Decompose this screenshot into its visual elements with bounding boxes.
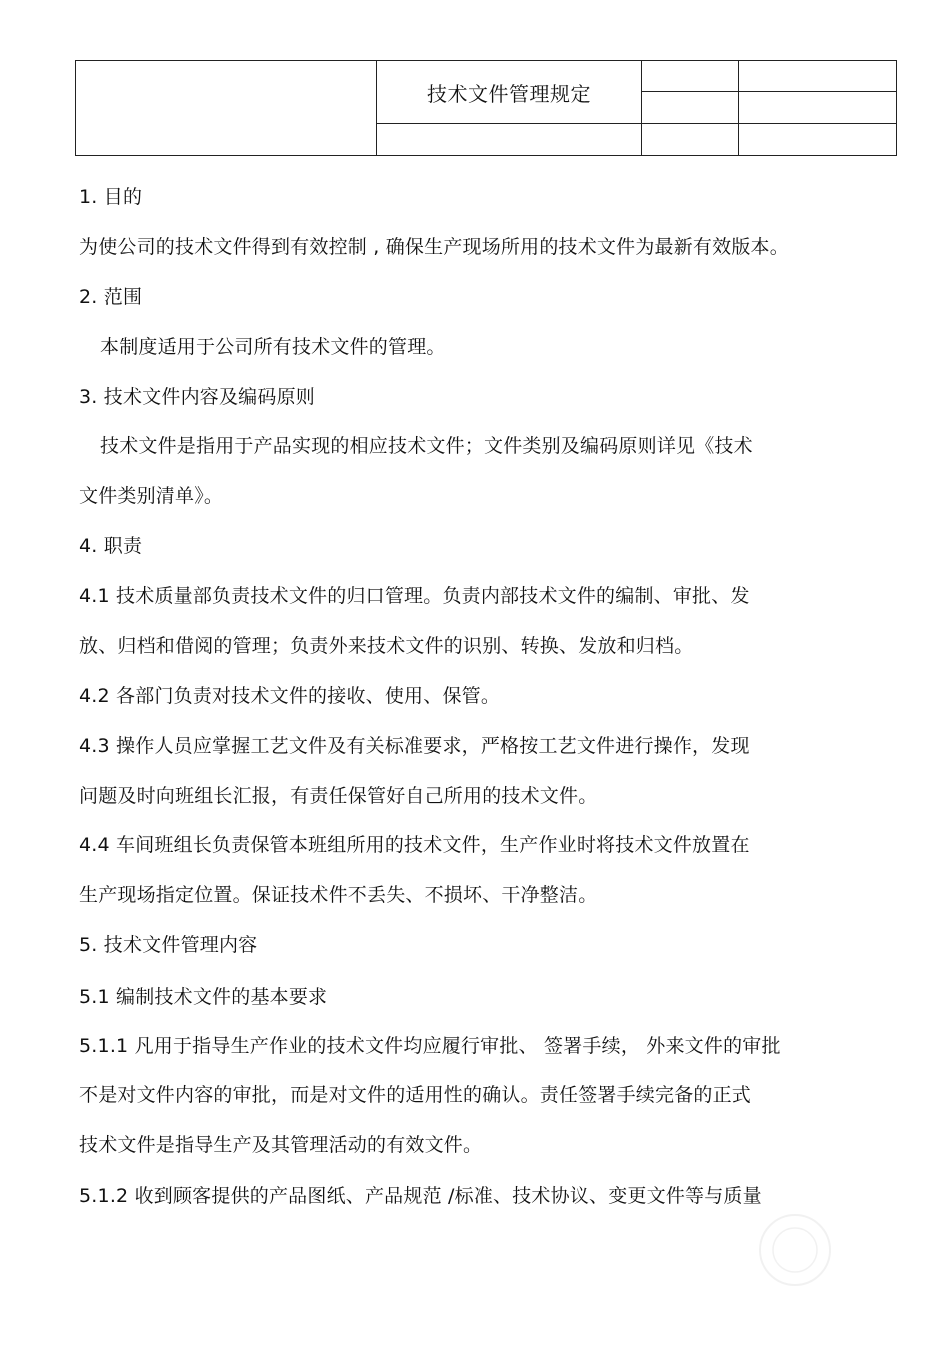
clause-4-4-line-2: 生产现场指定位置。保证技术件不丢失、不损坏、干净整洁。 xyxy=(79,884,598,906)
section-heading-scope: 2. 范围 xyxy=(79,286,143,308)
header-value-cell-2 xyxy=(739,92,897,124)
clause-5-1-2-line-1: 5.1.2 收到顾客提供的产品图纸、产品规范 /标准、技术协议、变更文件等与质量 xyxy=(79,1185,762,1207)
clause-5-1-1-line-1: 5.1.1 凡用于指导生产作业的技术文件均应履行审批、 签署手续， 外来文件的审批 xyxy=(79,1035,781,1057)
section-heading-responsibilities: 4. 职责 xyxy=(79,535,143,557)
section-heading-purpose: 1. 目的 xyxy=(79,186,143,208)
document-title: 技术文件管理规定 xyxy=(377,61,642,124)
header-label-cell-1 xyxy=(642,61,739,92)
paragraph-content-coding-line-1: 技术文件是指用于产品实现的相应技术文件；文件类别及编码原则详见《技术 xyxy=(100,435,753,457)
subsection-heading-5-1: 5.1 编制技术文件的基本要求 xyxy=(79,986,328,1008)
header-value-cell-3 xyxy=(739,124,897,156)
paragraph-scope: 本制度适用于公司所有技术文件的管理。 xyxy=(100,336,446,358)
faint-watermark xyxy=(735,1205,855,1295)
clause-4-1-line-2: 放、归档和借阅的管理；负责外来技术文件的识别、转换、发放和归档。 xyxy=(79,635,694,657)
header-label-cell-2 xyxy=(642,92,739,124)
clause-4-4-line-1: 4.4 车间班组长负责保管本班组所用的技术文件，生产作业时将技术文件放置在 xyxy=(79,834,750,856)
clause-5-1-1-line-2: 不是对文件内容的审批，而是对文件的适用性的确认。责任签署手续完备的正式 xyxy=(79,1084,752,1106)
header-label-cell-3 xyxy=(642,124,739,156)
header-logo-cell xyxy=(76,61,377,156)
header-value-cell-1 xyxy=(739,61,897,92)
header-subtitle-cell xyxy=(377,124,642,156)
clause-4-3-line-2: 问题及时向班组长汇报，有责任保管好自己所用的技术文件。 xyxy=(79,785,598,807)
document-header-table xyxy=(75,60,897,156)
clause-4-2: 4.2 各部门负责对技术文件的接收、使用、保管。 xyxy=(79,685,501,707)
paragraph-content-coding-line-2: 文件类别清单》。 xyxy=(79,485,224,507)
section-heading-content-coding: 3. 技术文件内容及编码原则 xyxy=(79,386,315,408)
clause-4-3-line-1: 4.3 操作人员应掌握工艺文件及有关标准要求，严格按工艺文件进行操作，发现 xyxy=(79,735,750,757)
clause-5-1-1-line-3: 技术文件是指导生产及其管理活动的有效文件。 xyxy=(79,1134,483,1156)
clause-4-1-line-1: 4.1 技术质量部负责技术文件的归口管理。负责内部技术文件的编制、审批、发 xyxy=(79,585,750,607)
paragraph-purpose: 为使公司的技术文件得到有效控制 , 确保生产现场所用的技术文件为最新有效版本。 xyxy=(79,236,789,258)
section-heading-management: 5. 技术文件管理内容 xyxy=(79,934,258,956)
